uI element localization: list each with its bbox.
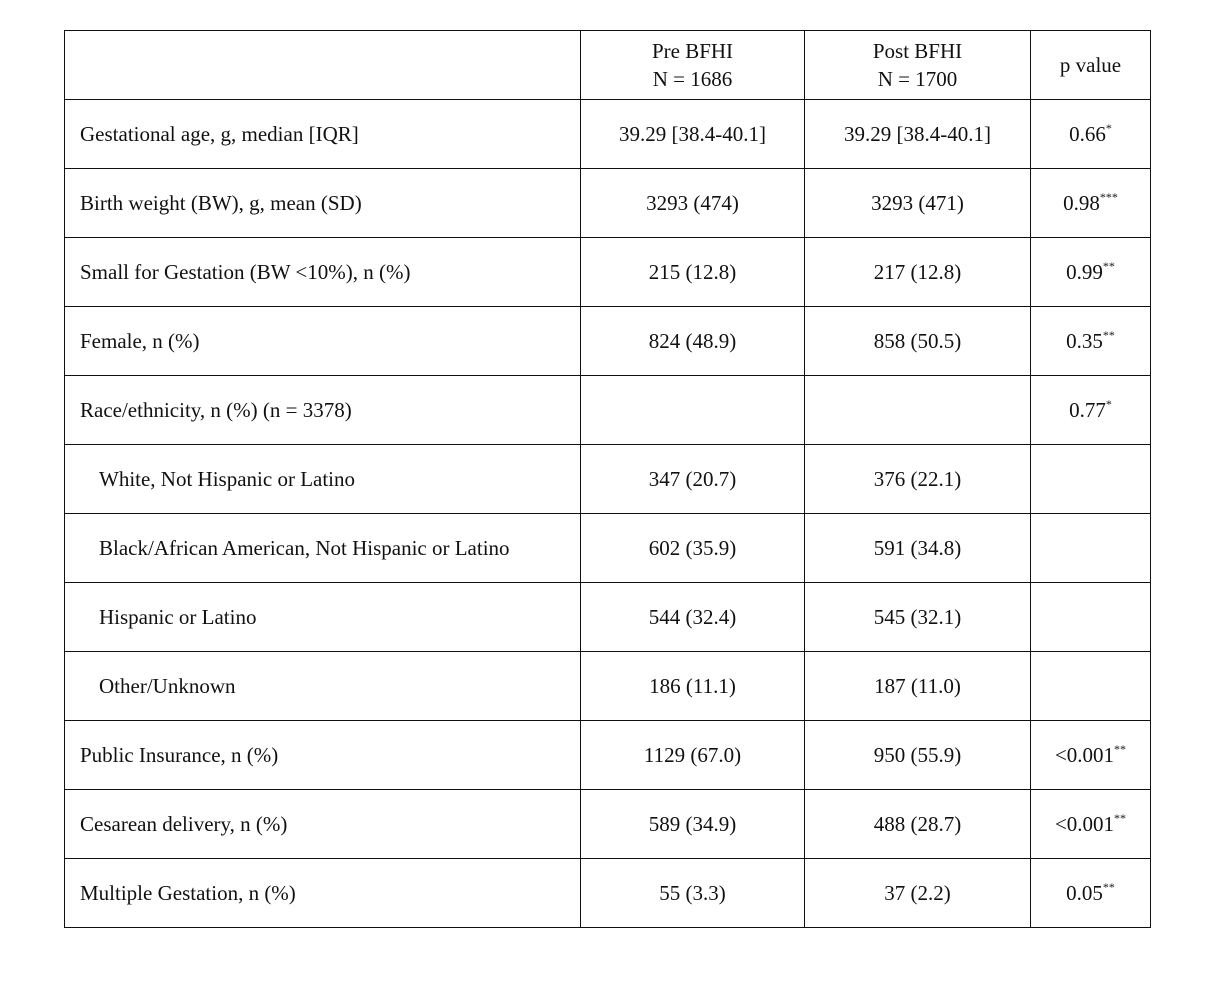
p-value-footnote: * bbox=[1105, 120, 1112, 135]
pre-value: 1129 (67.0) bbox=[581, 721, 805, 790]
row-label: Public Insurance, n (%) bbox=[65, 721, 581, 790]
p-value-number: 0.98 bbox=[1063, 190, 1100, 215]
pre-value bbox=[581, 376, 805, 445]
table-row bbox=[65, 376, 1151, 445]
pre-value: 544 (32.4) bbox=[581, 583, 805, 652]
table-row bbox=[65, 790, 1151, 859]
p-value-number: <0.001 bbox=[1054, 742, 1115, 767]
pre-value: 215 (12.8) bbox=[581, 238, 805, 307]
table-row bbox=[65, 100, 1151, 169]
post-value: 545 (32.1) bbox=[805, 583, 1031, 652]
post-value: 858 (50.5) bbox=[805, 307, 1031, 376]
header-post-title: Post BFHI bbox=[872, 39, 963, 63]
p-value bbox=[1031, 169, 1151, 238]
post-value: 217 (12.8) bbox=[805, 238, 1031, 307]
post-value: 3293 (471) bbox=[805, 169, 1031, 238]
header-pre-bfhi bbox=[581, 31, 805, 100]
p-value bbox=[1031, 790, 1151, 859]
p-value-footnote: ** bbox=[1102, 327, 1115, 342]
table-row bbox=[65, 307, 1151, 376]
p-value bbox=[1031, 583, 1151, 652]
p-value bbox=[1031, 100, 1151, 169]
post-value: 591 (34.8) bbox=[805, 514, 1031, 583]
table-row bbox=[65, 445, 1151, 514]
pre-value: 55 (3.3) bbox=[581, 859, 805, 928]
p-value-footnote: * bbox=[1105, 396, 1112, 411]
header-p-value: p value bbox=[1031, 31, 1151, 100]
post-value: 950 (55.9) bbox=[805, 721, 1031, 790]
pre-value: 824 (48.9) bbox=[581, 307, 805, 376]
pre-value: 347 (20.7) bbox=[581, 445, 805, 514]
p-value bbox=[1031, 307, 1151, 376]
header-pre-title: Pre BFHI bbox=[651, 39, 734, 63]
p-value-footnote: ** bbox=[1114, 810, 1127, 825]
p-value-number: 0.99 bbox=[1066, 259, 1103, 284]
post-value bbox=[805, 376, 1031, 445]
row-label: Cesarean delivery, n (%) bbox=[65, 790, 581, 859]
pre-value: 589 (34.9) bbox=[581, 790, 805, 859]
post-value: 187 (11.0) bbox=[805, 652, 1031, 721]
p-value-footnote: *** bbox=[1099, 189, 1118, 204]
table-header-row bbox=[65, 31, 1151, 100]
row-label: Multiple Gestation, n (%) bbox=[65, 859, 581, 928]
row-label: Female, n (%) bbox=[65, 307, 581, 376]
table-row bbox=[65, 652, 1151, 721]
p-value bbox=[1031, 721, 1151, 790]
row-label: Race/ethnicity, n (%) (n = 3378) bbox=[65, 376, 581, 445]
p-value bbox=[1031, 445, 1151, 514]
p-value-number: 0.35 bbox=[1066, 328, 1103, 353]
table-row bbox=[65, 721, 1151, 790]
post-value: 37 (2.2) bbox=[805, 859, 1031, 928]
post-value: 488 (28.7) bbox=[805, 790, 1031, 859]
post-value: 39.29 [38.4-40.1] bbox=[805, 100, 1031, 169]
post-value: 376 (22.1) bbox=[805, 445, 1031, 514]
row-label: Small for Gestation (BW <10%), n (%) bbox=[65, 238, 581, 307]
p-value bbox=[1031, 376, 1151, 445]
p-value-footnote: ** bbox=[1102, 879, 1115, 894]
table-row bbox=[65, 514, 1151, 583]
row-label: Hispanic or Latino bbox=[65, 583, 581, 652]
table-row bbox=[65, 859, 1151, 928]
table-row bbox=[65, 583, 1151, 652]
demographics-table bbox=[64, 30, 1151, 928]
p-value-number: 0.66 bbox=[1069, 121, 1106, 146]
row-label: Other/Unknown bbox=[65, 652, 581, 721]
p-value-number: 0.05 bbox=[1066, 880, 1103, 905]
pre-value: 39.29 [38.4-40.1] bbox=[581, 100, 805, 169]
header-post-bfhi bbox=[805, 31, 1031, 100]
pre-value: 602 (35.9) bbox=[581, 514, 805, 583]
p-value-number: <0.001 bbox=[1054, 811, 1115, 836]
p-value-footnote: ** bbox=[1114, 741, 1127, 756]
header-post-n: N = 1700 bbox=[877, 67, 958, 91]
row-label: Birth weight (BW), g, mean (SD) bbox=[65, 169, 581, 238]
row-label: Gestational age, g, median [IQR] bbox=[65, 100, 581, 169]
p-value bbox=[1031, 238, 1151, 307]
row-label: White, Not Hispanic or Latino bbox=[65, 445, 581, 514]
p-value-footnote: ** bbox=[1102, 258, 1115, 273]
header-pre-n: N = 1686 bbox=[652, 67, 733, 91]
p-value-number: 0.77 bbox=[1069, 397, 1106, 422]
pre-value: 3293 (474) bbox=[581, 169, 805, 238]
table-row bbox=[65, 238, 1151, 307]
row-label: Black/African American, Not Hispanic or Latino bbox=[65, 514, 581, 583]
p-value bbox=[1031, 652, 1151, 721]
p-value bbox=[1031, 859, 1151, 928]
p-value bbox=[1031, 514, 1151, 583]
pre-value: 186 (11.1) bbox=[581, 652, 805, 721]
header-empty-cell bbox=[65, 31, 581, 100]
table-row bbox=[65, 169, 1151, 238]
